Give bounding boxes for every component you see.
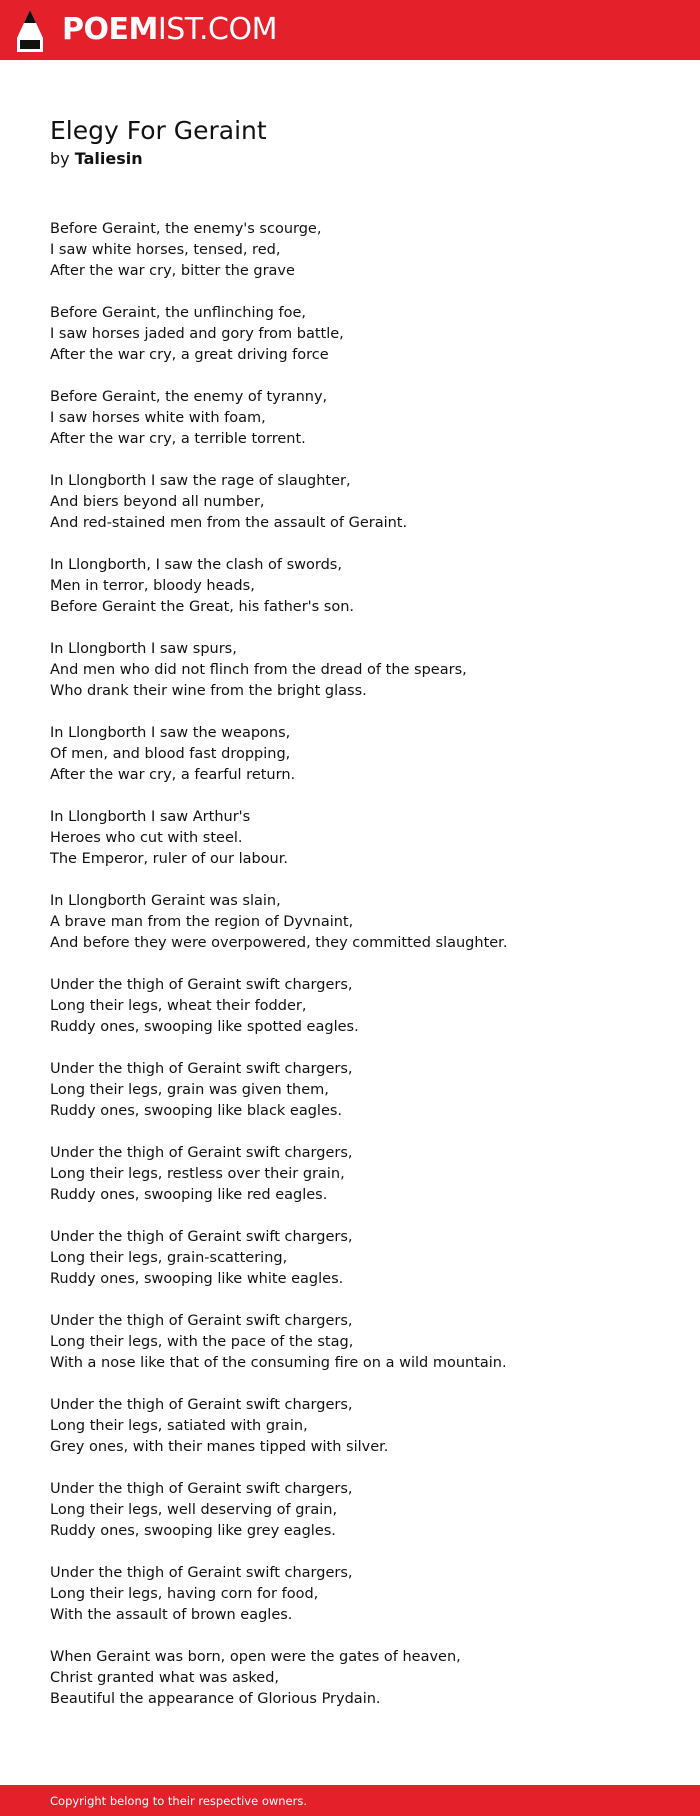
poem-line: Under the thigh of Geraint swift chargers, [50, 1481, 353, 1497]
poem-stanza [50, 723, 660, 786]
poem-line: In Llongborth I saw spurs, [50, 641, 237, 657]
poem-line: Ruddy ones, swooping like white eagles. [50, 1271, 344, 1287]
poem-line: I saw horses jaded and gory from battle, [50, 326, 344, 342]
poem-line: Long their legs, satiated with grain, [50, 1418, 308, 1434]
poem-author: Taliesin [74, 149, 143, 168]
poem-line: In Llongborth I saw the weapons, [50, 725, 291, 741]
poem-stanza [50, 1647, 660, 1710]
poem-line: After the war cry, a terrible torrent. [50, 431, 306, 447]
poem-line: Under the thigh of Geraint swift chargers, [50, 1397, 353, 1413]
copyright-notice: Copyright belong to their respective owners. [50, 1794, 308, 1808]
poem-line: Who drank their wine from the bright glass. [50, 683, 367, 699]
poem-line: And red-stained men from the assault of Geraint. [50, 515, 408, 531]
poem-line: And men who did not flinch from the dread of the spears, [50, 662, 467, 678]
poem-line: And before they were overpowered, they committed slaughter. [50, 935, 508, 951]
poem-stanza [50, 1311, 660, 1374]
poem-line: Ruddy ones, swooping like red eagles. [50, 1187, 328, 1203]
poem-stanza [50, 1143, 660, 1206]
pencil-tip-icon[interactable] [17, 10, 43, 52]
poem-line: Under the thigh of Geraint swift chargers, [50, 1145, 353, 1161]
poem-line: Ruddy ones, swooping like black eagles. [50, 1103, 343, 1119]
poem-line: I saw white horses, tensed, red, [50, 242, 281, 258]
poem-line: Under the thigh of Geraint swift chargers, [50, 1229, 353, 1245]
poem-stanza [50, 471, 660, 534]
poem-stanza [50, 807, 660, 870]
poem-line: Ruddy ones, swooping like spotted eagles. [50, 1019, 359, 1035]
poem-body [50, 219, 660, 1731]
poem-line: Long their legs, grain-scattering, [50, 1250, 288, 1266]
poem-line: In Llongborth I saw the rage of slaughter, [50, 473, 351, 489]
site-header [0, 0, 700, 60]
poem-line: Long their legs, with the pace of the stag, [50, 1334, 354, 1350]
poem-line: In Llongborth Geraint was slain, [50, 893, 281, 909]
poem-line: Long their legs, well deserving of grain, [50, 1502, 338, 1518]
poem-line: Before Geraint the Great, his father's son. [50, 599, 355, 615]
by-label: by [50, 149, 70, 168]
poem-line: After the war cry, bitter the grave [50, 263, 295, 279]
poem-line: Men in terror, bloody heads, [50, 578, 255, 594]
poem-line: Before Geraint, the enemy's scourge, [50, 221, 322, 237]
poem-title: Elegy For Geraint [50, 116, 267, 145]
poem-stanza [50, 975, 660, 1038]
logo-text-bold: POEM [62, 12, 158, 47]
poem-line: The Emperor, ruler of our labour. [50, 851, 288, 867]
poem-line: With a nose like that of the consuming fire on a wild mountain. [50, 1355, 507, 1371]
poem-line: With the assault of brown eagles. [50, 1607, 293, 1623]
poem-line: I saw horses white with foam, [50, 410, 266, 426]
poem-line: Ruddy ones, swooping like grey eagles. [50, 1523, 336, 1539]
poem-line: And biers beyond all number, [50, 494, 265, 510]
poem-line: In Llongborth, I saw the clash of swords, [50, 557, 342, 573]
poem-stanza [50, 1563, 660, 1626]
poem-line: In Llongborth I saw Arthur's [50, 809, 251, 825]
poem-line: When Geraint was born, open were the gates of heaven, [50, 1649, 461, 1665]
poem-line: Before Geraint, the unflinching foe, [50, 305, 306, 321]
poem-line: After the war cry, a fearful return. [50, 767, 296, 783]
poem-line: Long their legs, having corn for food, [50, 1586, 319, 1602]
poem-line: Long their legs, wheat their fodder, [50, 998, 307, 1014]
poem-line: After the war cry, a great driving force [50, 347, 329, 363]
poem-stanza [50, 639, 660, 702]
poem-line: Grey ones, with their manes tipped with silver. [50, 1439, 389, 1455]
poem-line: Under the thigh of Geraint swift chargers, [50, 1565, 353, 1581]
poem-stanza [50, 303, 660, 366]
poem-line: Of men, and blood fast dropping, [50, 746, 291, 762]
poem-line: Under the thigh of Geraint swift chargers, [50, 1061, 353, 1077]
poem-line: Under the thigh of Geraint swift chargers, [50, 977, 353, 993]
poem-stanza [50, 1479, 660, 1542]
site-footer [0, 1785, 700, 1816]
poem-line: Christ granted what was asked, [50, 1670, 280, 1686]
poem-line: Long their legs, restless over their grain, [50, 1166, 345, 1182]
poem-stanza [50, 555, 660, 618]
poem-stanza [50, 1227, 660, 1290]
poem-line: Heroes who cut with steel. [50, 830, 243, 846]
poem-byline [50, 148, 143, 170]
poem-stanza [50, 387, 660, 450]
poem-line: Long their legs, grain was given them, [50, 1082, 329, 1098]
poem-stanza [50, 1059, 660, 1122]
site-logo[interactable] [62, 12, 277, 48]
logo-text-light: IST.COM [157, 12, 277, 47]
poem-stanza [50, 219, 660, 282]
poem-line: Under the thigh of Geraint swift chargers, [50, 1313, 353, 1329]
poem-line: Before Geraint, the enemy of tyranny, [50, 389, 328, 405]
poem-stanza [50, 1395, 660, 1458]
poem-line: A brave man from the region of Dyvnaint, [50, 914, 354, 930]
poem-stanza [50, 891, 660, 954]
poem-line: Beautiful the appearance of Glorious Prydain. [50, 1691, 381, 1707]
